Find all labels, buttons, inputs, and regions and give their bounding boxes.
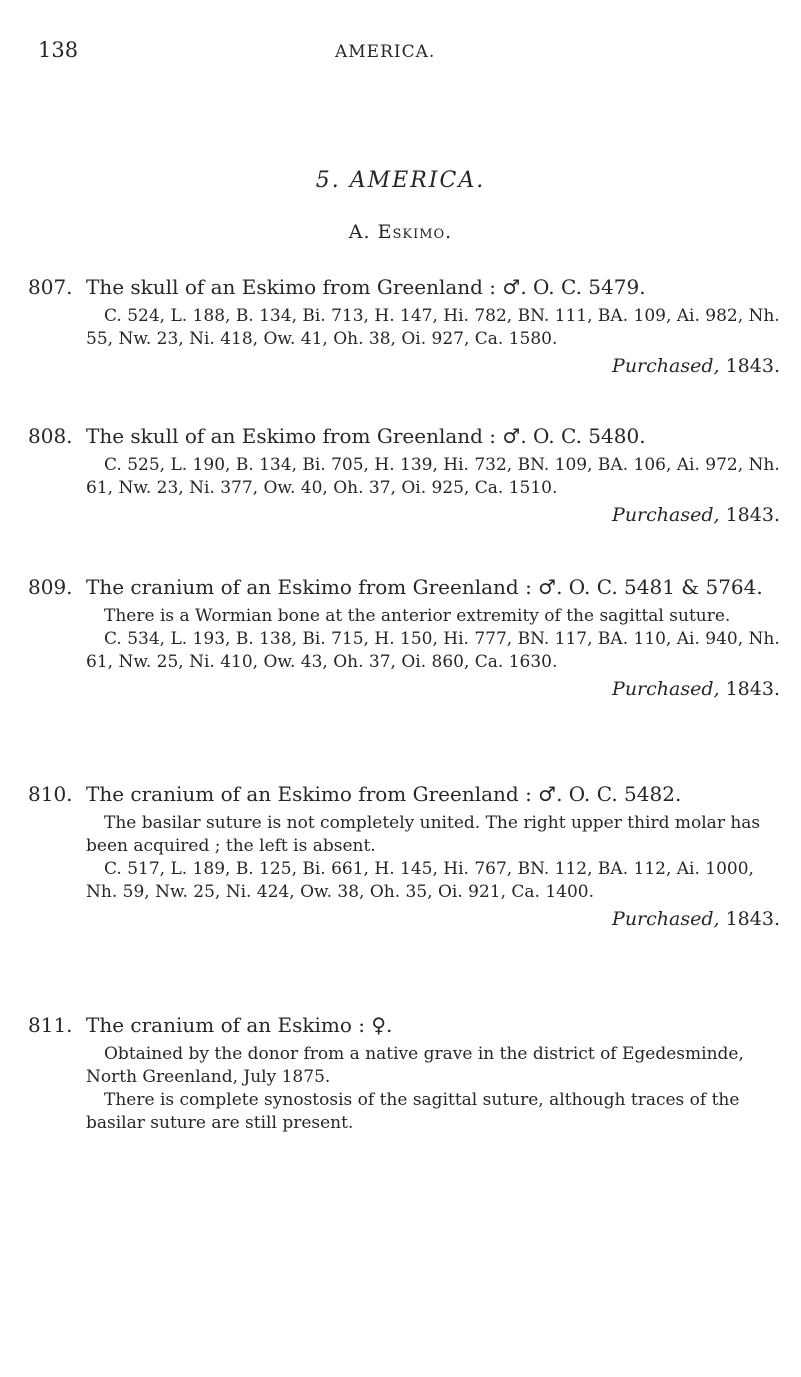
source-text: Purchased, — [612, 678, 720, 700]
entry-source — [86, 906, 780, 932]
entry-body — [28, 454, 780, 528]
source-text: Purchased, — [612, 908, 720, 930]
entry-description: The cranium of an Eskimo : ♀. — [86, 1013, 393, 1037]
entry-description: The skull of an Eskimo from Greenland : ♂. O. C. 5480. — [86, 424, 646, 448]
running-head: AMERICA. — [335, 42, 436, 62]
entry-heading — [28, 272, 780, 302]
entry-body — [28, 305, 780, 379]
entry-description: The cranium of an Eskimo from Greenland : ♂. O. C. 5482. — [86, 782, 682, 806]
entry-note: Obtained by the donor from a native grave in the district of Egedesminde, North Greenland, July 1875. — [86, 1044, 744, 1087]
source-year: 1843. — [725, 504, 780, 526]
catalogue-entry — [28, 1010, 780, 1135]
entry-heading — [28, 421, 780, 451]
entry-source — [86, 676, 780, 702]
entry-heading — [28, 779, 780, 809]
entry-note: The basilar suture is not completely united. The right upper third molar has been acquired ; the left is absent. — [86, 813, 761, 856]
entry-body — [28, 812, 780, 932]
entry-number: 811. — [28, 1013, 73, 1037]
section-subtitle: A. Eskimo. — [348, 221, 453, 243]
entry-measurements — [86, 858, 780, 904]
page-number: 138 — [38, 38, 79, 62]
measurements-text: C. 517, L. 189, B. 125, Bi. 661, H. 145, Hi. 767, BN. 112, BA. 112, Ai. 1000, Nh. 59, Nw. 25, Ni. 424, Ow. 38, Oh. 35, Oi. 921, Ca. 1400. — [86, 859, 754, 902]
catalogue-entry — [28, 572, 780, 702]
entry-heading — [28, 1010, 780, 1040]
source-text: Purchased, — [612, 355, 720, 377]
source-year: 1843. — [725, 678, 780, 700]
catalogue-entry — [28, 272, 780, 379]
entry-number: 807. — [28, 275, 73, 299]
entry-number: 808. — [28, 424, 73, 448]
entry-note: There is a Wormian bone at the anterior extremity of the sagittal suture. — [104, 606, 731, 626]
entry-source — [86, 353, 780, 379]
entry-measurements — [86, 305, 780, 351]
entry-number: 809. — [28, 575, 73, 599]
entry-description: The cranium of an Eskimo from Greenland : ♂. O. C. 5481 & 5764. — [86, 575, 763, 599]
entry-measurements — [86, 454, 780, 500]
entry-measurements — [86, 628, 780, 674]
entry-source — [86, 502, 780, 528]
entry-body — [28, 1043, 780, 1135]
measurements-text: C. 525, L. 190, B. 134, Bi. 705, H. 139, Hi. 732, BN. 109, BA. 106, Ai. 972, Nh. 61, Nw. 23, Ni. 377, Ow. 40, Oh. 37, Oi. 925, Ca. 1510. — [86, 455, 780, 498]
entry-number: 810. — [28, 782, 73, 806]
catalogue-entry — [28, 779, 780, 932]
measurements-text: C. 524, L. 188, B. 134, Bi. 713, H. 147, Hi. 782, BN. 111, BA. 109, Ai. 982, Nh. 55, Nw. 23, Ni. 418, Ow. 41, Oh. 38, Oi. 927, Ca. 1580. — [86, 306, 780, 349]
source-year: 1843. — [725, 908, 780, 930]
source-year: 1843. — [725, 355, 780, 377]
entry-body — [28, 605, 780, 702]
entry-description: The skull of an Eskimo from Greenland : ♂. O. C. 5479. — [86, 275, 646, 299]
catalogue-entry — [28, 421, 780, 528]
source-text: Purchased, — [612, 504, 720, 526]
section-title: 5. AMERICA. — [315, 168, 486, 193]
entry-note: There is complete synostosis of the sagittal suture, although traces of the basilar suture are still present. — [86, 1090, 740, 1133]
entry-heading — [28, 572, 780, 602]
measurements-text: C. 534, L. 193, B. 138, Bi. 715, H. 150, Hi. 777, BN. 117, BA. 110, Ai. 940, Nh. 61, Nw. 25, Ni. 410, Ow. 43, Oh. 37, Oi. 860, Ca. 1630. — [86, 629, 780, 672]
